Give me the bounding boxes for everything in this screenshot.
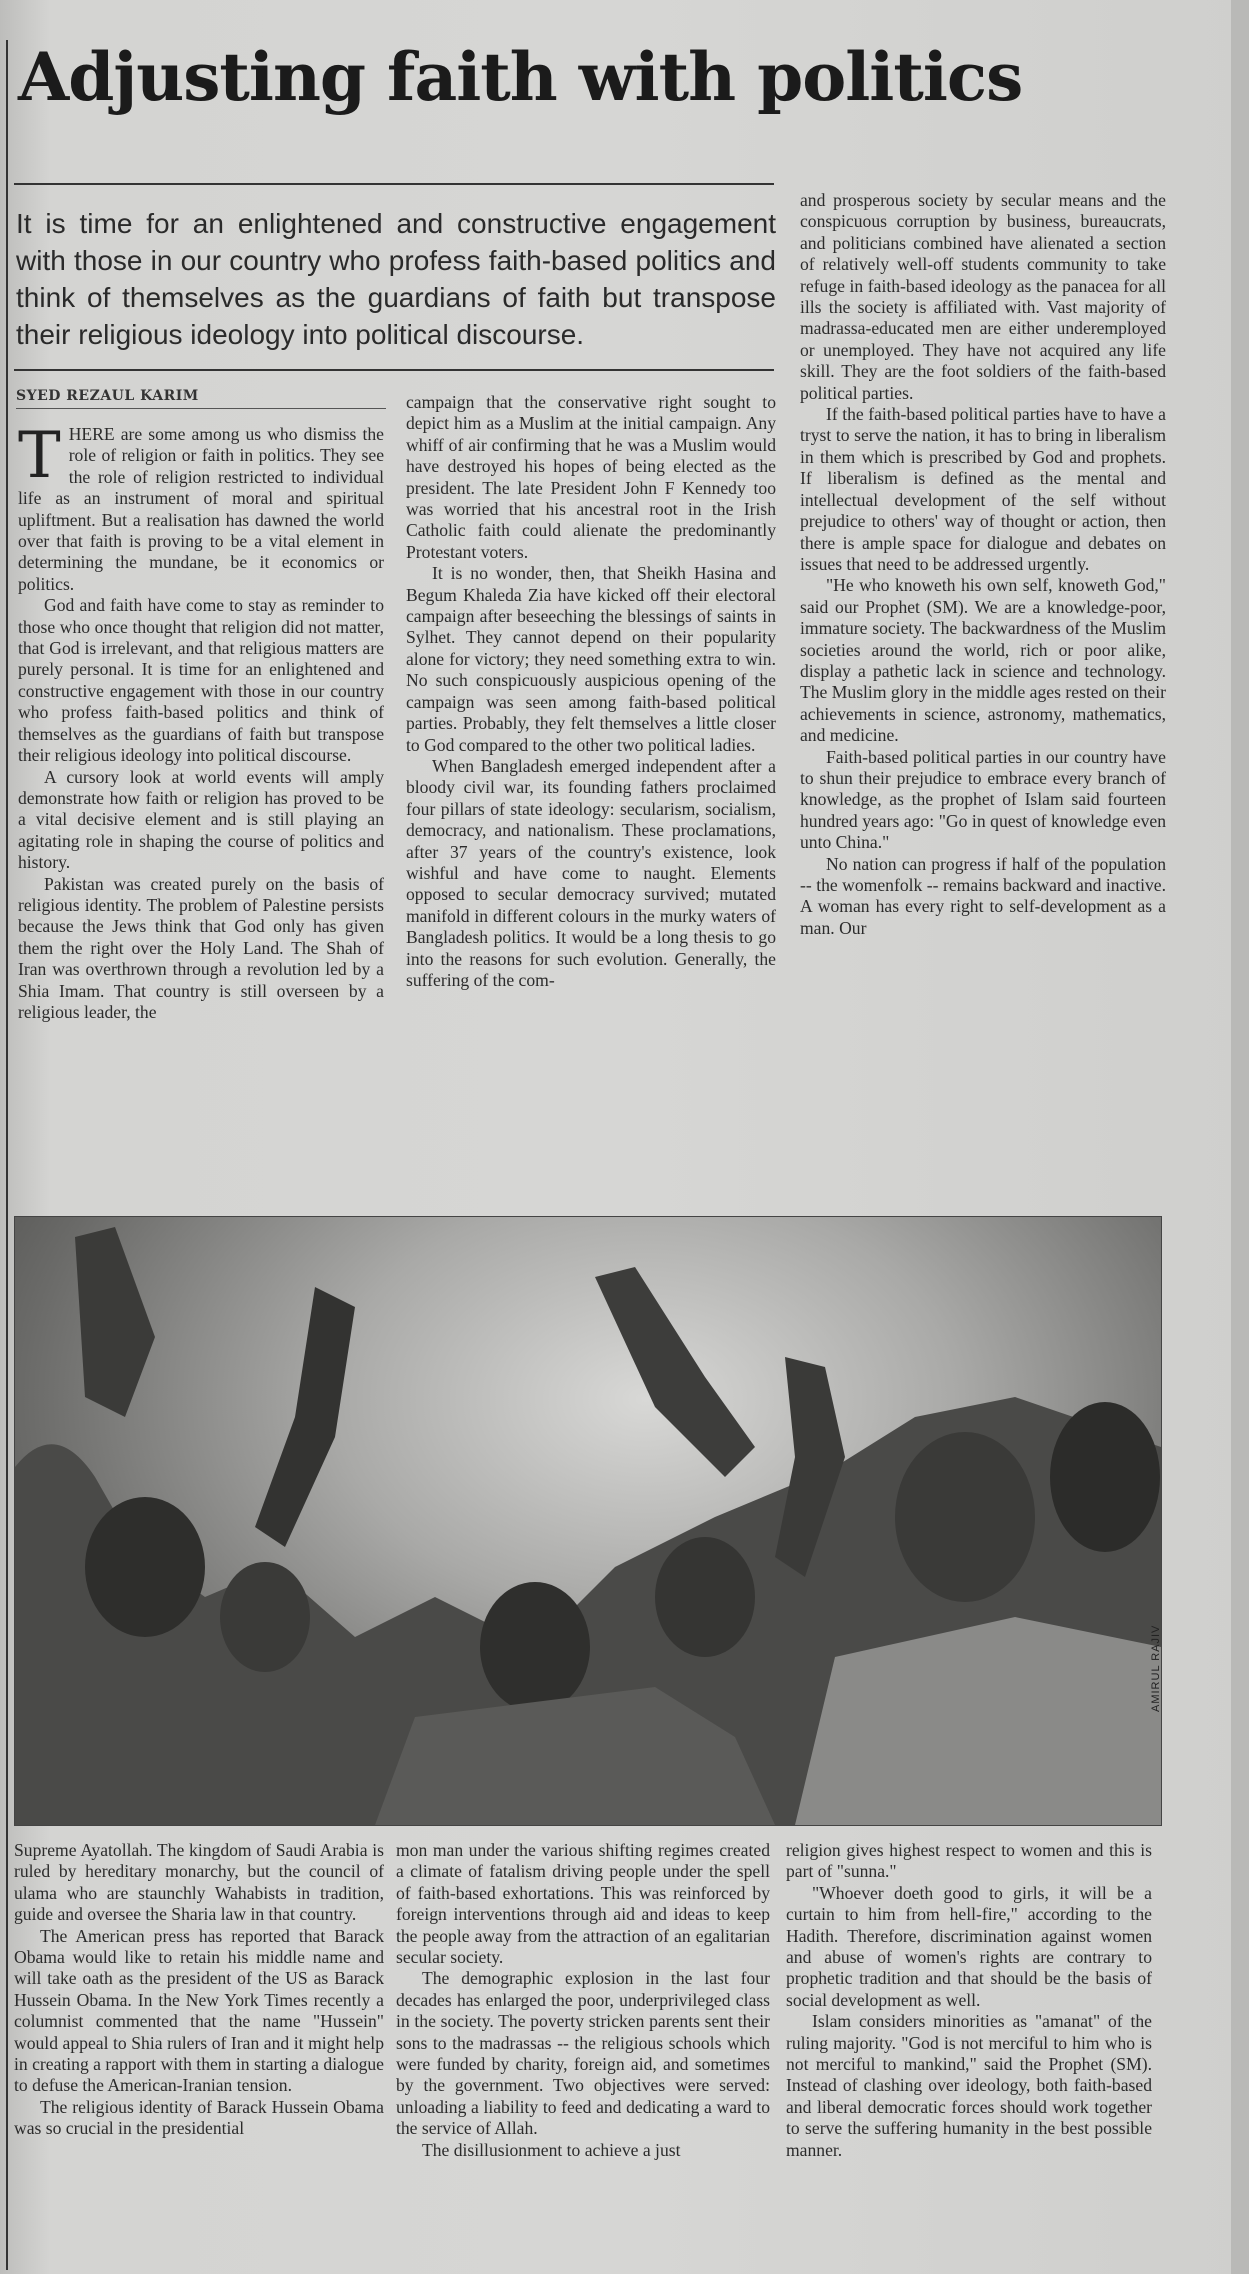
column-1 xyxy=(18,419,384,1023)
paragraph: and prosperous society by secular means and the conspicuous corruption by business, bureaucrats, and politicians combined have alienated a section of relatively well-off students community to take refuge in faith-based ideology as the panacea for all ills the society is affiliated with. Vast majority of madrassa-educated men are either underemployed or unemployed. They have not acquired any life skill. They are the foot soldiers of the faith-based political parties. xyxy=(800,190,1166,403)
paragraph: "Whoever doeth good to girls, it will be a curtain to him from hell-fire," according to the Hadith. Therefore, discrimination against women and abuse of women's rights are contrary to prophetic tradition and that should be the basis of social development as well. xyxy=(786,1882,1152,2010)
paragraph: A cursory look at world events will amply demonstrate how faith or religion has proved to be a vital decisive element and is still playing an agitating role in shaping the course of politics and history. xyxy=(18,766,384,873)
paragraph: Pakistan was created purely on the basis of religious identity. The problem of Palestine persists because the Jews think that God only has given them the right over the Holy Land. The Shah of Iran was overthrown through a revolution led by a Shia Imam. That country is still overseen by a religious leader, the xyxy=(18,873,384,1022)
deck-summary: It is time for an enlightened and constructive engagement with those in our country who profess faith-based politics and think of themselves as the guardians of faith but transpose their religious ideology into political discourse. xyxy=(16,208,776,350)
bottom-column-1 xyxy=(14,1840,384,2140)
paragraph: If the faith-based political parties have to have a tryst to serve the nation, it has to bring in liberalism in them which is prescribed by God and prophets. If liberalism is defined as the mental and intellectual development of the self without prejudice to others' way of thought or action, then there is ample space for dialogue and debates on issues that need to be addressed urgently. xyxy=(800,404,1166,574)
photo-credit: AMIRUL RAJIV xyxy=(1150,1624,1162,1712)
paragraph: The religious identity of Barack Hussein Obama was so crucial in the presidential xyxy=(14,2096,384,2139)
byline: SYED REZAUL KARIM xyxy=(16,388,386,409)
deck-rule-top xyxy=(14,183,774,185)
paragraph: Islam considers minorities as "amanat" of the ruling majority. "God is not merciful to him who is not merciful to mankind," said the Prophet (SM). Instead of clashing over ideology, both faith-based and liberal democratic forces should work together to serve the suffering humanity in the best possible manner. xyxy=(786,2011,1152,2160)
paragraph: When Bangladesh emerged independent after a bloody civil war, its founding fathers proclaimed four pillars of state ideology: secularism, socialism, democracy, and nationalism. These proclamations, after 37 years of the country's existence, look wishful and have come to naught. Elements opposed to secular democracy survived; mutated manifold in different colours in the murky waters of Bangladesh politics. It would be a long thesis to go into the reasons for such evolution. Generally, the suffering of the com- xyxy=(406,755,776,990)
paragraph: The disillusionment to achieve a just xyxy=(422,2139,681,2160)
column-2 xyxy=(406,392,776,991)
paragraph: campaign that the conservative right sought to depict him as a Muslim at the initial campaign. Any whiff of air confirming that he was a Muslim would have destroyed his hopes of being elected as the president. The late President John F Kennedy too was worried that his ancestral root in the Irish Catholic faith could alienate the predominantly Protestant voters. xyxy=(406,392,776,562)
column-rule xyxy=(6,40,8,2270)
headline: Adjusting faith with politics xyxy=(18,38,1023,116)
paragraph: The demographic explosion in the last four decades has enlarged the poor, underprivileged class in the society. The poverty stricken parents sent their sons to the madrassas -- the religious schools which were funded by charity, foreign aid, and sometimes by the government. Two objectives were served: unloading a liability to feed and dedicating a ward to the service of Allah. xyxy=(396,1968,770,2139)
paragraph: God and faith have come to stay as reminder to those who once thought that religion did not matter, that God is irrelevant, and that religious matters are purely personal. It is time for an enlightened and constructive engagement with those in our country who profess faith-based politics and think of themselves as the guardians of faith but transpose their religious ideology into political discourse. xyxy=(18,595,384,766)
paragraph: mon man under the various shifting regimes created a climate of fatalism driving people under the spell of faith-based exhortations. This was reinforced by foreign interventions through aid and ideas to keep the people away from the attraction of an egalitarian secular society. xyxy=(396,1840,770,1968)
paragraph: No nation can progress if half of the population -- the womenfolk -- remains backward and inactive. A woman has every right to self-development as a man. Our xyxy=(800,853,1166,938)
page-edge xyxy=(1231,0,1249,2274)
news-photo xyxy=(14,1216,1162,1826)
paragraph: THERE are some among us who dismiss the role of religion or faith in politics. They see the role of religion restricted to individual life as an instrument of moral and spiritual upliftment. But a realisation has dawned the world over that faith is proving to be a vital element in determining the mundane, be it economics or politics. xyxy=(18,419,384,594)
deck-rule-bottom xyxy=(14,369,774,371)
bottom-column-2 xyxy=(396,1840,770,2161)
paragraph: Supreme Ayatollah. The kingdom of Saudi Arabia is ruled by hereditary monarchy, but the council of ulama who are staunchly Wahabists in tradition, guide and oversee the Sharia law in that country. xyxy=(14,1840,384,1925)
paragraph: The American press has reported that Barack Obama would like to retain his middle name and will take oath as the president of the US as Barack Hussein Obama. In the New York Times recently a columnist commented that the name "Hussein" would appeal to Shia rulers of Iran and it might help in creating a rapport with them in starting a dialogue to defuse the American-Iranian tension. xyxy=(14,1925,384,2096)
bottom-column-3 xyxy=(786,1840,1152,2161)
drop-cap: T xyxy=(18,419,61,493)
photo-illustration xyxy=(15,1217,1161,1825)
paragraph: It is no wonder, then, that Sheikh Hasina and Begum Khaleda Zia have kicked off their electoral campaign after beseeching the blessings of saints in Sylhet. They cannot depend on their popularity alone for victory; they need something extra to win. No such conspicuously auspicious opening of the campaign was seen among faith-based political parties. Probably, they felt themselves a little closer to God compared to the other two political ladies. xyxy=(406,563,776,755)
paragraph: Faith-based political parties in our country have to shun their prejudice to embrace every branch of knowledge, as the prophet of Islam said fourteen hundred years ago: "Go in quest of knowledge even unto China." xyxy=(800,746,1166,853)
column-3 xyxy=(800,190,1166,939)
paragraph: "He who knoweth his own self, knoweth God," said our Prophet (SM). We are a knowledge-poor, immature society. The backwardness of the Muslim societies around the world, rich or poor alike, display a pathetic lack in science and technology. The Muslim glory in the middle ages rested on their achievements in science, astronomy, mathematics, and medicine. xyxy=(800,575,1166,746)
paragraph: religion gives highest respect to women and this is part of "sunna." xyxy=(786,1840,1152,1882)
